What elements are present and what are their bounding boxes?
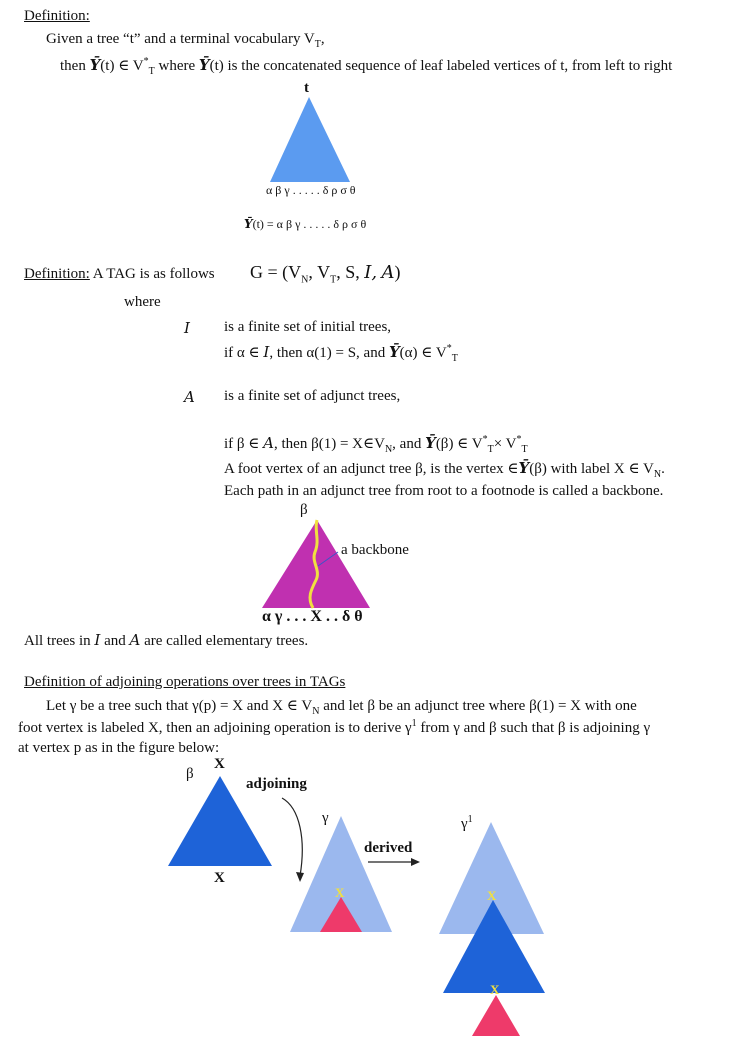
grammar-sub-n: N	[301, 274, 309, 286]
yield-equation	[244, 217, 366, 232]
backbone-definition: Each path in an adjunct tree from root to a footnode is called a backbone.	[224, 483, 664, 499]
a-cond-a: if β ∈	[224, 436, 260, 452]
def3-line2	[18, 718, 650, 737]
grammar-g: G = (V	[250, 262, 302, 282]
elem-i: I	[94, 631, 101, 649]
foot-end: .	[661, 461, 665, 477]
def1-line2-rest: (t) is the concatenated sequence of leaf labeled vertices of t, from left to right	[209, 58, 673, 74]
a-cond-sub2: T	[521, 444, 528, 455]
elem-a-sym: A	[129, 631, 141, 649]
fig-derived-label: derived	[364, 840, 413, 856]
def1-line1-sub: T	[314, 39, 321, 50]
elem-b: and	[104, 633, 126, 649]
fig-gamma1-sup: 1	[467, 814, 473, 825]
def2-where: where	[124, 294, 161, 310]
fig-x-top: X	[214, 756, 225, 772]
foot-sub: N	[653, 469, 662, 480]
fig-x-bottom: X	[214, 870, 225, 886]
def3-p1-sub: N	[312, 706, 320, 717]
def3-p1: Let γ be a tree such that γ(p) = X and X ∈ V	[46, 698, 313, 714]
a-cond-sub1: T	[487, 444, 494, 455]
a-cond-star1: *	[482, 434, 488, 445]
foot-a: A foot vertex of an adjunct tree β, is the vertex ∈	[224, 461, 519, 477]
grammar-i: I,	[364, 262, 378, 283]
a-cond-e: × V	[493, 436, 517, 452]
derived-arrowhead	[411, 858, 420, 866]
beta-tree-label: β	[300, 502, 308, 518]
tree-t-label: t	[304, 80, 309, 96]
fig-gamma-label: γ	[322, 810, 329, 826]
initial-set-cond	[224, 343, 458, 364]
def3-line3: at vertex p as in the figure below:	[18, 740, 220, 756]
def1-star: *	[143, 56, 149, 67]
grammar-rest: , S,	[336, 262, 360, 282]
def2-intro: A TAG is as follows	[92, 266, 215, 282]
def1-yield-member: (t) ∈ V	[100, 58, 144, 74]
def2-line	[24, 266, 215, 283]
fig-gamma1-label	[461, 814, 473, 833]
fig-gamma1: γ	[461, 816, 468, 832]
a-cond-star2: *	[516, 434, 522, 445]
definition-heading-1: Definition:	[24, 8, 90, 24]
def3-p2b: from γ and β such that β is adjoining γ	[416, 720, 651, 736]
definition-heading-2: Definition:	[24, 266, 90, 282]
grammar-close: )	[394, 262, 401, 282]
def3-p1-end: and let β be an adjunct tree where β(1) = X with one	[319, 698, 637, 714]
a-cond-sub: N	[384, 444, 393, 455]
elem-c: are called elementary trees.	[144, 633, 309, 649]
yield-symbol-6: Ȳ	[518, 459, 530, 477]
fig-adjoining-label: adjoining	[246, 776, 307, 792]
a-cond-a-sym: A	[263, 434, 274, 452]
a-cond-c: , and	[392, 436, 422, 452]
def3-p2-sup: 1	[411, 718, 417, 729]
yield-symbol-3: Ȳ	[244, 217, 253, 231]
def3-line1	[46, 696, 637, 717]
a-cond-d: (β) ∈ V	[435, 436, 483, 452]
adjoining-arrow	[282, 798, 302, 876]
yield-symbol-2: Ȳ	[198, 56, 210, 74]
grammar-a: A	[381, 262, 395, 283]
foot-b: (β) with label X ∈ V	[529, 461, 654, 477]
def1-line1-text: Given a tree “t” and a terminal vocabulary V	[46, 31, 315, 47]
yield-equation-rhs: (t) = α β γ . . . . . δ ρ σ θ	[252, 217, 367, 231]
elem-a: All trees in	[24, 633, 91, 649]
initial-set-desc: is a finite set of initial trees,	[224, 319, 392, 335]
i-cond-star: *	[446, 343, 452, 354]
adjunct-set-desc: is a finite set of adjunct trees,	[224, 388, 401, 404]
def1-where: where	[158, 58, 196, 74]
yield-symbol-5: Ȳ	[425, 434, 436, 452]
grammar-sub-t: T	[330, 274, 337, 286]
foot-vertex-line	[224, 459, 665, 480]
a-cond-b: , then β(1) = X∈V	[274, 436, 385, 452]
fig-x-mid: X	[487, 888, 497, 903]
adjoining-arrowhead	[296, 872, 304, 882]
tree-t-triangle	[270, 97, 350, 182]
def1-line1-end: ,	[320, 31, 325, 47]
fig-x-low: X	[490, 982, 500, 997]
elementary-trees-line	[24, 631, 308, 650]
backbone-label: a backbone	[341, 542, 409, 558]
i-cond-a: if α ∈	[224, 345, 260, 361]
def1-then: then	[60, 58, 86, 74]
beta-tree-leaves: α γ . . . X . . δ θ	[262, 608, 363, 625]
tree-t-leaves: α β γ . . . . . δ ρ σ θ	[266, 183, 356, 197]
i-cond-c: (α) ∈ V	[399, 345, 447, 361]
yield-symbol-4: Ȳ	[388, 343, 400, 361]
def3-p2a: foot vertex is labeled X, then an adjoining operation is to derive γ	[18, 720, 412, 736]
fig-x-gamma: X	[335, 885, 345, 900]
initial-set-symbol: I	[184, 319, 190, 337]
definition-heading-3: Definition of adjoining operations over trees in TAGs	[24, 674, 346, 690]
i-cond-i: I	[263, 343, 270, 361]
def1-sub-t: T	[148, 66, 155, 77]
i-cond-sub: T	[451, 353, 458, 364]
tree-gamma1-bottom	[472, 995, 520, 1036]
grammar-vt: , V	[308, 262, 331, 282]
i-cond-b: , then α(1) = S, and	[269, 345, 386, 361]
fig-beta-label: β	[186, 766, 194, 782]
adjunct-set-cond	[224, 434, 528, 455]
grammar-tuple	[250, 262, 401, 286]
adjunct-set-symbol: A	[184, 388, 195, 406]
yield-symbol: Ȳ	[89, 56, 101, 74]
